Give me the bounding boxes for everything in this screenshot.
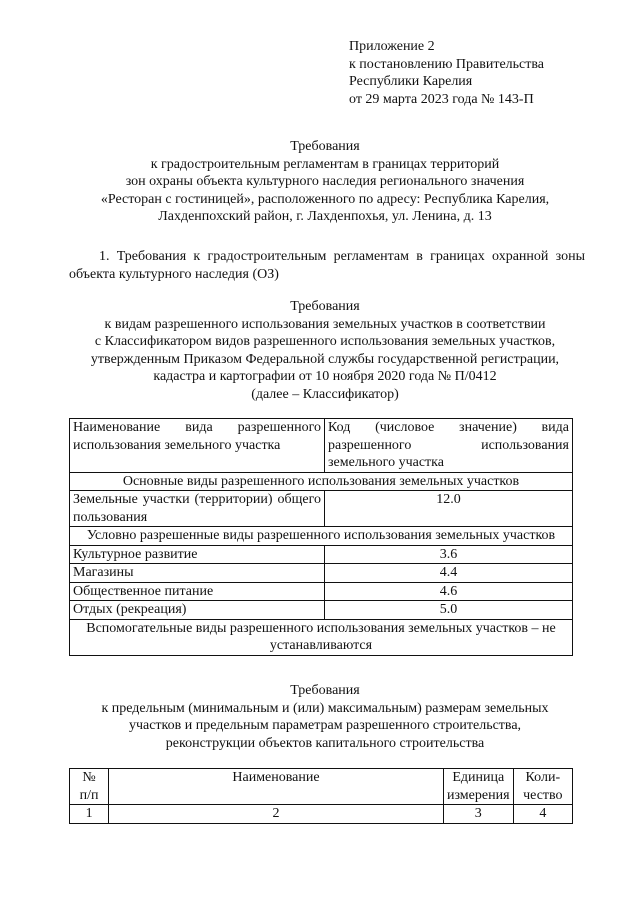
heading-requirements-parameters xyxy=(60,682,590,752)
appendix-note xyxy=(349,38,609,108)
header-cell-unit xyxy=(443,769,513,805)
appendix-line: Приложение 2 xyxy=(349,39,435,54)
row-name: Магазины xyxy=(70,564,325,583)
heading-title: Требования xyxy=(290,299,360,314)
section-conditional-uses: Условно разрешенные виды разрешенного использования земельных участков xyxy=(70,527,573,546)
header-text: Единица xyxy=(452,770,505,785)
parameters-table xyxy=(69,768,573,824)
row-name: Отдых (рекреация) xyxy=(70,601,325,620)
heading-title: Требования xyxy=(290,683,360,698)
header-cell-name: Наименование xyxy=(109,769,444,805)
heading-requirements-land-use xyxy=(60,298,590,403)
header-cell-name: Наименование вида разрешенного использования земельного участка xyxy=(70,419,325,473)
table-row xyxy=(70,582,573,601)
table-row xyxy=(70,491,573,527)
table-row xyxy=(70,601,573,620)
heading-line: к видам разрешенного использования земельных участков в соответствии xyxy=(104,316,546,332)
header-text: п/п xyxy=(79,787,99,803)
table-section-row xyxy=(70,619,573,655)
table-row xyxy=(70,545,573,564)
heading-line: «Ресторан с гостиницей», расположенного по адресу: Республика Карелия, xyxy=(100,191,550,207)
heading-line: Лахденпохский район, г. Лахденпохья, ул. Ленина, д. 13 xyxy=(158,209,492,224)
column-number: 1 xyxy=(70,805,109,824)
heading-line: участков и предельным параметрам разрешенного строительства, xyxy=(128,718,522,733)
row-code: 12.0 xyxy=(325,491,573,527)
column-number: 3 xyxy=(443,805,513,824)
heading-line: зон охраны объекта культурного наследия регионального значения xyxy=(125,174,525,189)
heading-line: реконструкции объектов капитального строительства xyxy=(165,735,485,751)
table-header-row xyxy=(70,769,573,805)
paragraph-section-1: 1. Требования к градостроительным регламентам в границах охранной зоны объекта культурного наследия (ОЗ) xyxy=(69,249,585,282)
row-name: Культурное развитие xyxy=(70,545,325,564)
header-text: Коли- xyxy=(525,770,561,785)
heading-line: (далее – Классификатор) xyxy=(251,386,399,402)
header-text: № xyxy=(82,770,96,785)
table-row xyxy=(70,805,573,824)
land-use-table xyxy=(69,418,573,656)
heading-line: к предельным (минимальным и (или) максимальным) размерам земельных xyxy=(101,700,549,716)
row-name: Земельные участки (территории) общего пользования xyxy=(70,491,325,527)
appendix-line: к постановлению Правительства xyxy=(349,56,545,72)
heading-line: к градостроительным регламентам в границах территорий xyxy=(150,156,500,172)
row-code: 3.6 xyxy=(325,545,573,564)
row-code: 4.4 xyxy=(325,564,573,583)
section-auxiliary-uses: Вспомогательные виды разрешенного использования земельных участков – не устанавливаются xyxy=(70,619,573,655)
row-code: 5.0 xyxy=(325,601,573,620)
heading-title: Требования xyxy=(290,139,360,154)
column-number: 2 xyxy=(109,805,444,824)
row-code: 4.6 xyxy=(325,582,573,601)
header-cell-quantity xyxy=(513,769,572,805)
column-number: 4 xyxy=(513,805,572,824)
heading-line: кадастра и картографии от 10 ноября 2020 года № П/0412 xyxy=(153,369,497,384)
section-main-uses: Основные виды разрешенного использования земельных участков xyxy=(70,472,573,491)
header-text: чество xyxy=(523,787,563,803)
header-text: измерения xyxy=(446,787,510,803)
header-cell-code: Код (числовое значение) вида разрешенного использования земельного участка xyxy=(325,419,573,473)
table-section-row xyxy=(70,472,573,491)
appendix-line: Республики Карелия xyxy=(349,74,473,89)
appendix-line: от 29 марта 2023 года № 143-П xyxy=(349,91,534,107)
table-section-row xyxy=(70,527,573,546)
table-row xyxy=(70,564,573,583)
heading-requirements-regulations xyxy=(60,138,590,226)
row-name: Общественное питание xyxy=(70,582,325,601)
heading-line: с Классификатором видов разрешенного использования земельных участков, xyxy=(94,334,556,349)
heading-line: утвержденным Приказом Федеральной службы государственной регистрации, xyxy=(90,351,560,367)
header-cell-number xyxy=(70,769,109,805)
table-header-row xyxy=(70,419,573,473)
